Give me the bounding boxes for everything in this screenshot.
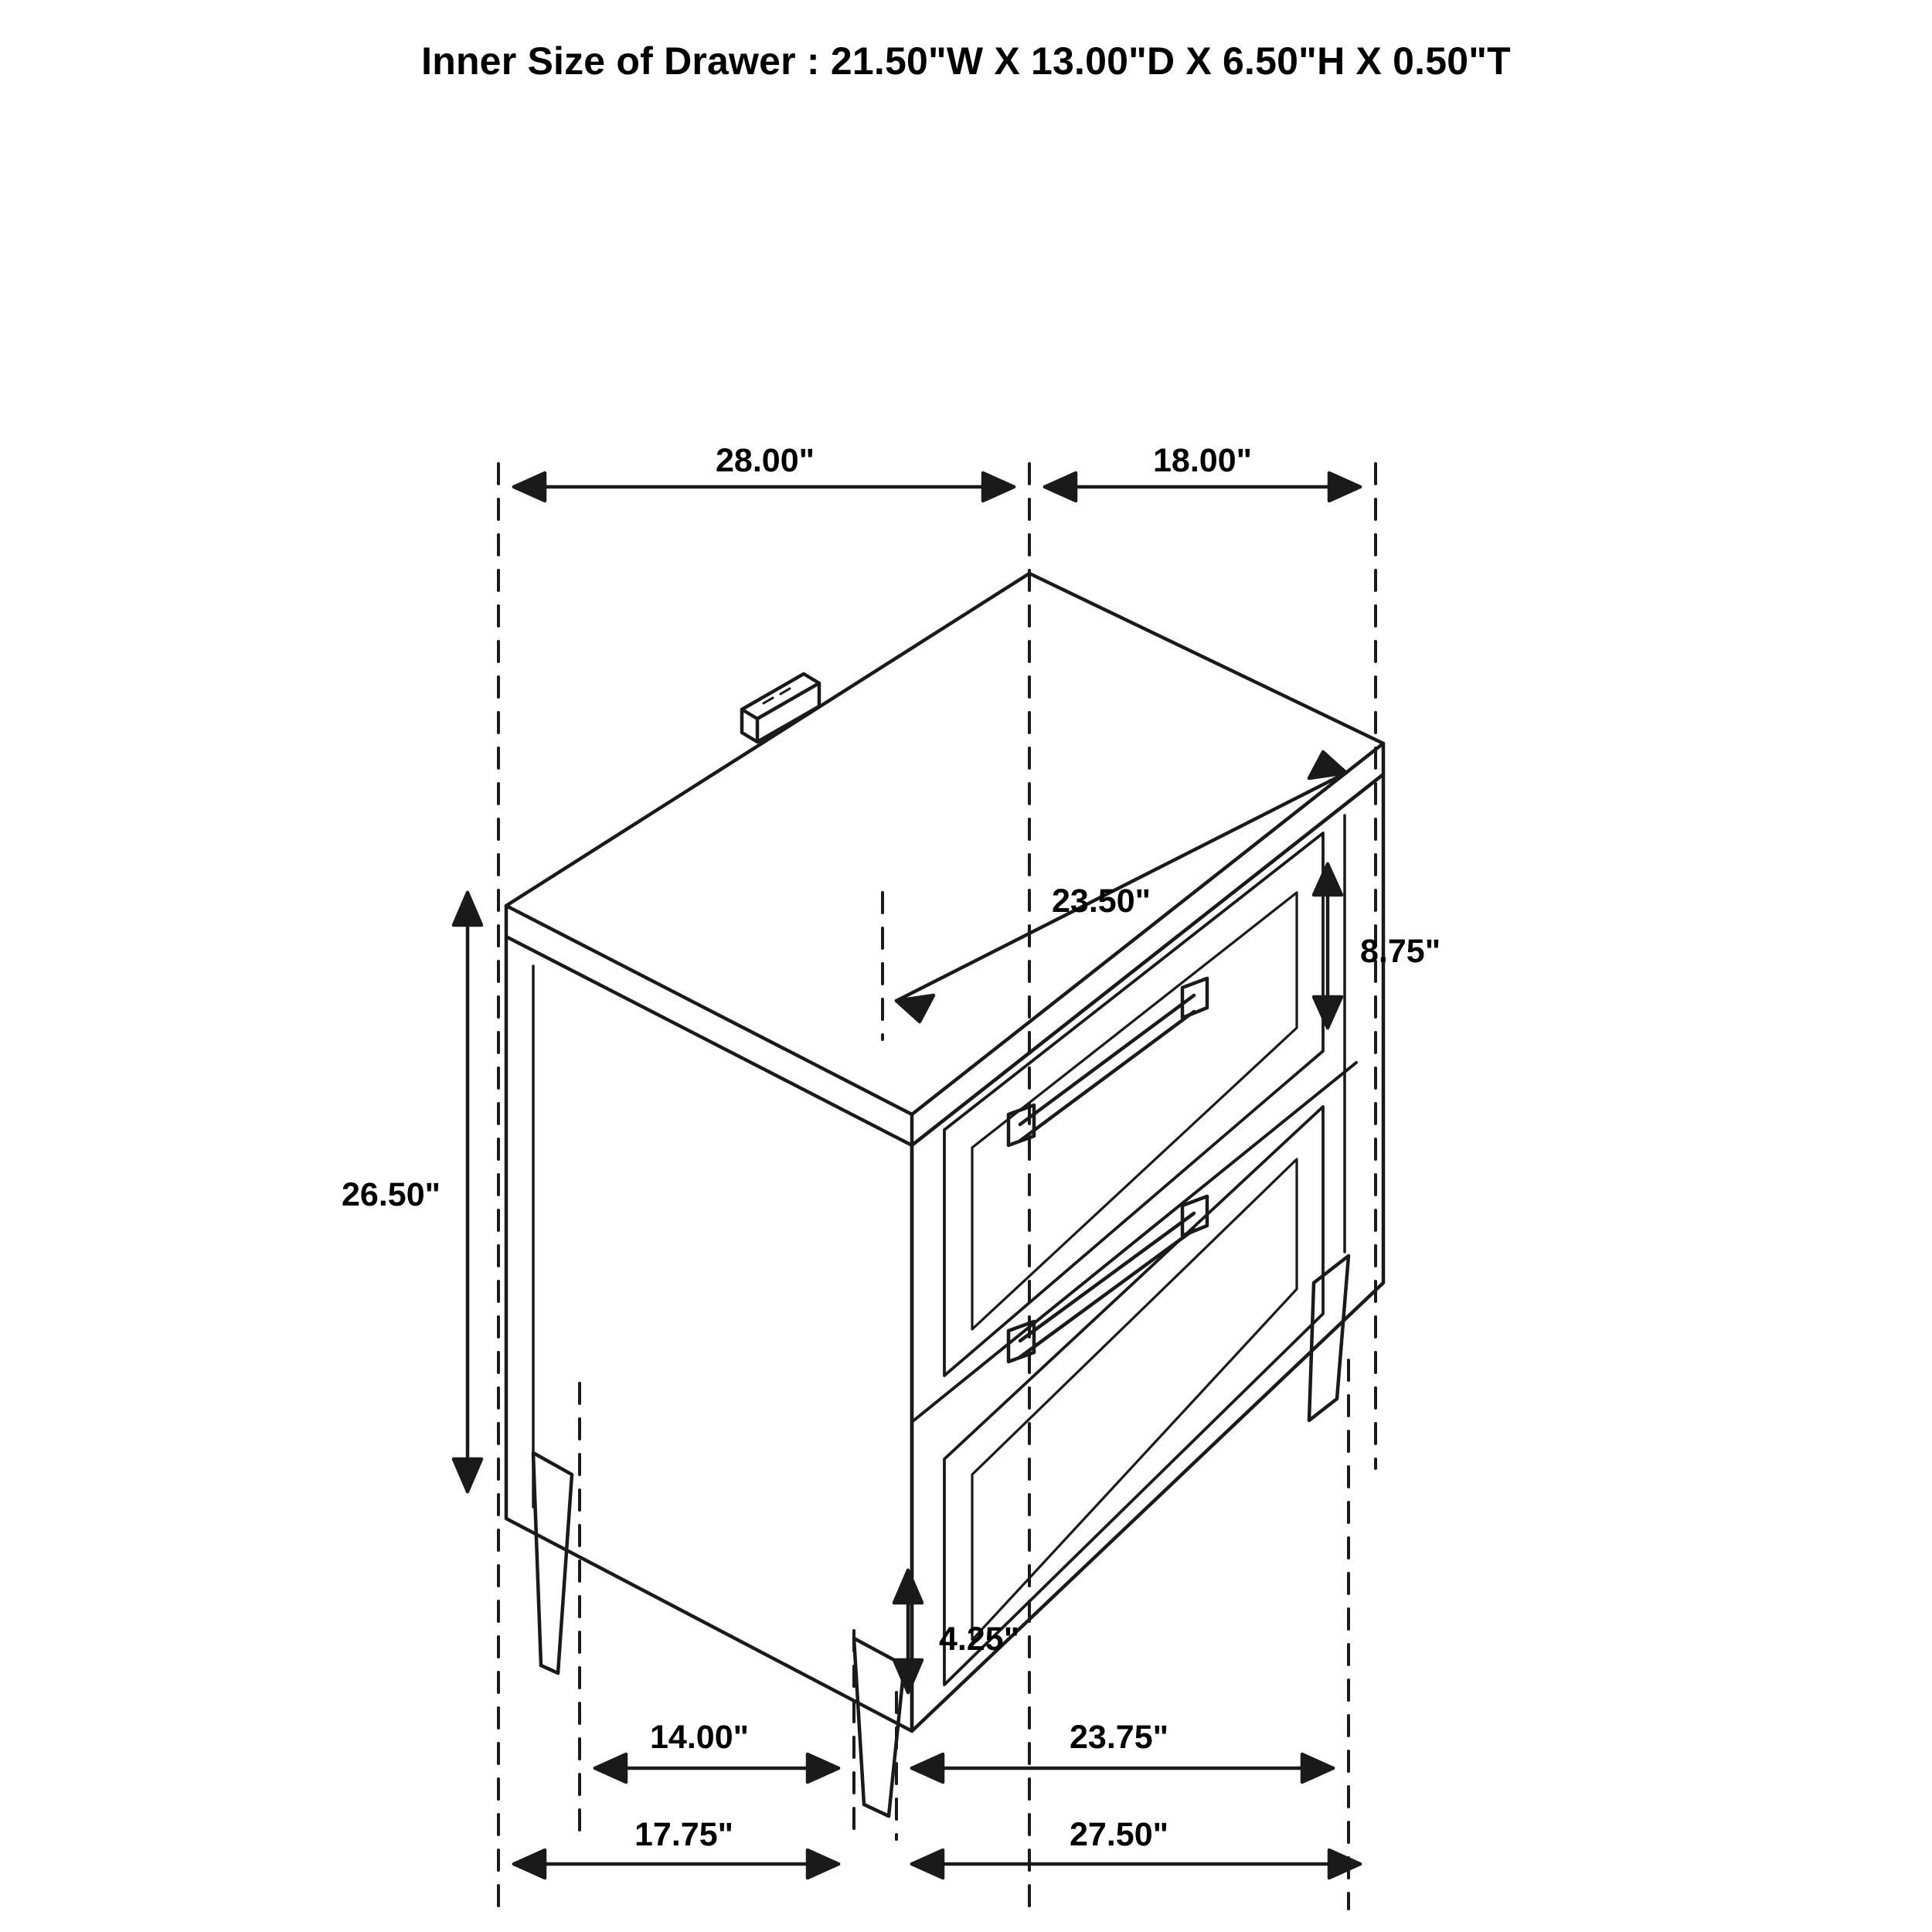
dim-label-base-width-outer: 27.50" — [1070, 1816, 1168, 1853]
dim-label-top-depth: 18.00" — [1153, 442, 1252, 479]
dim-label-drawer-front-width: 23.50" — [1052, 883, 1151, 920]
drawer-handle-bottom — [1009, 1196, 1207, 1362]
dim-label-base-depth-inner: 14.00" — [650, 1719, 749, 1756]
dim-label-leg-clearance: 4.25" — [939, 1621, 1020, 1658]
dim-label-base-depth-outer: 17.75" — [634, 1816, 733, 1853]
dim-label-overall-height: 26.50" — [342, 1176, 440, 1213]
dimension-arrows — [454, 473, 1360, 1878]
page-title: Inner Size of Drawer : 21.50"W X 13.00"D X 6.50"H X 0.50"T — [421, 39, 1511, 83]
dim-label-base-width-inner: 23.75" — [1070, 1719, 1168, 1756]
dim-label-drawer-height: 8.75" — [1360, 933, 1441, 970]
extension-lines — [498, 464, 1376, 1909]
dim-label-top-width: 28.00" — [716, 442, 815, 479]
